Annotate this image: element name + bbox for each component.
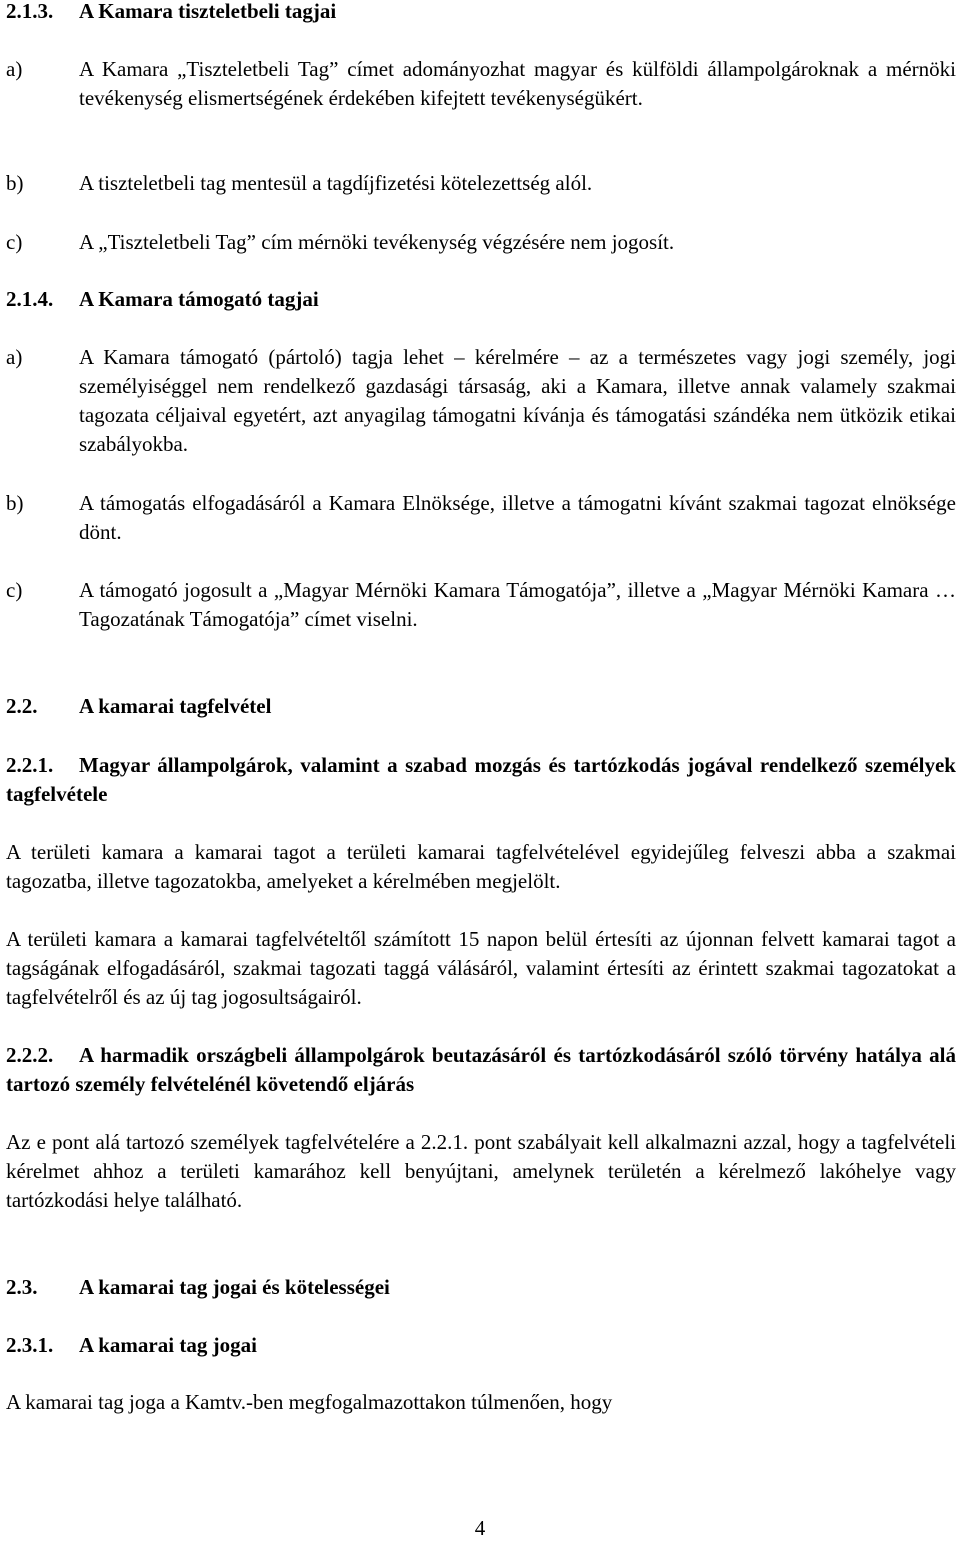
heading-2-2 <box>6 692 956 721</box>
list-label: a) <box>6 345 23 369</box>
list-item <box>6 576 956 634</box>
heading-title: A kamarai tag jogai és kötelességei <box>79 1275 390 1299</box>
list-label: b) <box>6 491 24 515</box>
heading-2-1-4 <box>6 285 956 314</box>
list-label: b) <box>6 171 24 195</box>
heading-2-3 <box>6 1273 956 1302</box>
list-item <box>6 55 956 113</box>
heading-title: A harmadik országbeli állampolgárok beutazásáról és tartózkodásáról szóló törvény hatálya alá tartozó személy felvételénél követendő eljárás <box>6 1043 956 1096</box>
list-label: c) <box>6 578 23 602</box>
list-label: c) <box>6 230 23 254</box>
list-text: A Kamara „Tiszteletbeli Tag” címet adományozhat magyar és külföldi állampolgároknak a mérnöki tevékenység elismertségének érdekében kifejtett tevékenységükért. <box>79 57 956 110</box>
paragraph: A területi kamara a kamarai tagfelvételtől számított 15 napon belül értesíti az újonnan felvett kamarai tagot a tagságának elfogadásáról, szakmai tagozati taggá válásáról, valamint értesíti az érintett szakmai tagozatokat a tagfelvételről és az új tag jogosultságairól. <box>6 927 956 1009</box>
heading-title: A Kamara támogató tagjai <box>79 287 319 311</box>
list-text: A támogató jogosult a „Magyar Mérnöki Kamara Támogatója”, illetve a „Magyar Mérnöki Kamara … Tagozatának Támogatója” címet viselni. <box>79 578 956 631</box>
list-text: A tiszteletbeli tag mentesül a tagdíjfizetési kötelezettség alól. <box>79 171 593 195</box>
heading-number: 2.2. <box>6 694 38 718</box>
heading-2-3-1 <box>6 1331 956 1360</box>
list-text: A „Tiszteletbeli Tag” cím mérnöki tevékenység végzésére nem jogosít. <box>79 230 675 254</box>
list-item <box>6 169 956 198</box>
list-item <box>6 343 956 459</box>
list-text: A támogatás elfogadásáról a Kamara Elnöksége, illetve a támogatni kívánt szakmai tagozat elnöksége dönt. <box>79 491 956 544</box>
heading-2-2-2 <box>6 1041 956 1099</box>
list-text: A Kamara támogató (pártoló) tagja lehet – kérelmére – az a természetes vagy jogi személy, jogi személyiséggel nem rendelkező gazdasági társaság, aki a Kamara, illetve annak valamely szakmai tagozata céljaival egyetért, azt anyagilag támogatni kívánja és támogatási szándéka nem ütközik etikai szabályokba. <box>79 345 956 456</box>
heading-2-2-1 <box>6 751 956 809</box>
heading-number: 2.3. <box>6 1275 38 1299</box>
heading-number: 2.1.4. <box>6 287 54 311</box>
list-item <box>6 489 956 547</box>
heading-title: Magyar állampolgárok, valamint a szabad mozgás és tartózkodás jogával rendelkező személyek tagfelvétele <box>6 753 956 806</box>
heading-title: A kamarai tagfelvétel <box>79 694 272 718</box>
heading-title: A kamarai tag jogai <box>79 1333 257 1357</box>
heading-2-1-3 <box>6 0 956 26</box>
heading-number: 2.1.3. <box>6 0 54 23</box>
heading-number: 2.3.1. <box>6 1333 54 1357</box>
paragraph: A kamarai tag joga a Kamtv.-ben megfogalmazottakon túlmenően, hogy <box>6 1390 613 1414</box>
heading-number: 2.2.2. <box>6 1043 54 1067</box>
heading-number: 2.2.1. <box>6 753 54 777</box>
paragraph: Az e pont alá tartozó személyek tagfelvételére a 2.2.1. pont szabályait kell alkalmazni azzal, hogy a tagfelvételi kérelmet ahhoz a területi kamarához kell benyújtani, amelynek területén a kérelmező lakóhelye vagy tartózkodási helye található. <box>6 1130 956 1212</box>
paragraph: A területi kamara a kamarai tagot a területi kamarai tagfelvételével egyidejűleg felveszi abba a szakmai tagozatba, illetve tagozatokba, amelyeket a kérelmében megjelölt. <box>6 840 956 893</box>
list-item <box>6 228 956 257</box>
list-label: a) <box>6 57 23 81</box>
heading-title: A Kamara tiszteletbeli tagjai <box>79 0 337 23</box>
page-number: 4 <box>474 1516 486 1540</box>
